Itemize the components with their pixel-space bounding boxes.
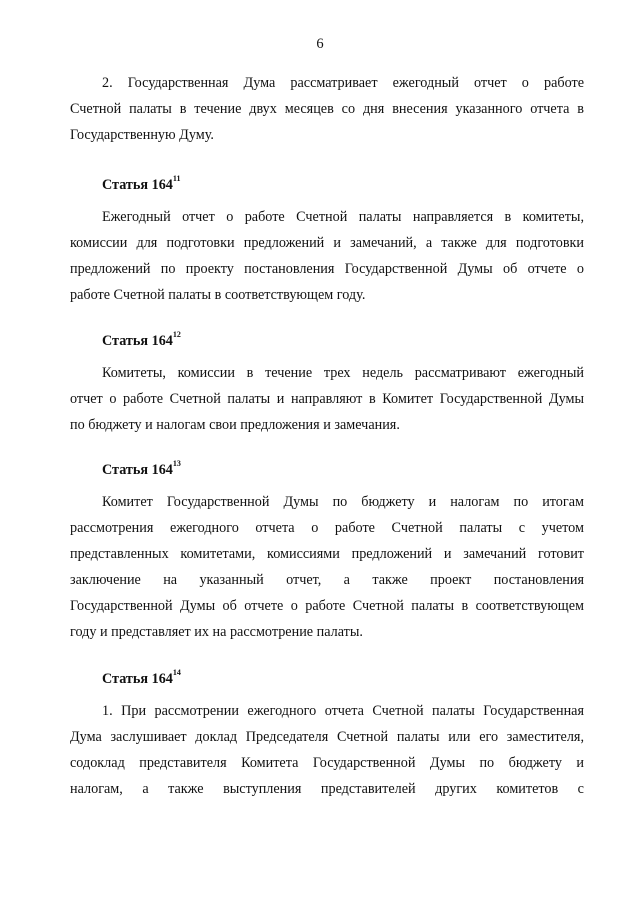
text-line: рассмотрения ежегодного отчета о работе Счетной палаты с учетом bbox=[70, 520, 584, 536]
text-line: налогам, а также выступления представителей других комитетов с bbox=[70, 781, 584, 797]
text-line: содоклад представителя Комитета Государственной Думы по бюджету и bbox=[70, 755, 584, 771]
page-number: 6 bbox=[316, 36, 324, 52]
article-164-12 bbox=[70, 330, 584, 438]
article-heading-text: Статья 164 bbox=[102, 177, 173, 193]
text-line: по бюджету и налогам свои предложения и замечания. bbox=[70, 417, 400, 433]
article-heading-text: Статья 164 bbox=[102, 462, 173, 478]
text-line: 2. Государственная Дума рассматривает ежегодный отчет о работе bbox=[102, 75, 584, 91]
article-164-11 bbox=[70, 174, 584, 308]
text-line: году и представляет их на рассмотрение палаты. bbox=[70, 624, 363, 640]
article-164-13 bbox=[70, 459, 584, 645]
text-line: Государственной Думы об отчете о работе Счетной палаты в соответствующем bbox=[70, 598, 584, 614]
article-heading-sup: 13 bbox=[172, 459, 181, 469]
article-heading-sup: 11 bbox=[172, 174, 181, 184]
text-line: Дума заслушивает доклад Председателя Счетной палаты или его заместителя, bbox=[70, 729, 584, 745]
article-164-14 bbox=[70, 668, 584, 802]
text-line: Ежегодный отчет о работе Счетной палаты направляется в комитеты, bbox=[102, 209, 584, 225]
text-line: работе Счетной палаты в соответствующем году. bbox=[70, 287, 366, 303]
intro-paragraph bbox=[70, 70, 584, 148]
article-heading bbox=[102, 668, 584, 690]
article-heading-text: Статья 164 bbox=[102, 333, 173, 349]
text-line: Комитет Государственной Думы по бюджету и налогам по итогам bbox=[102, 494, 584, 510]
text-line: отчет о работе Счетной палаты и направляют в Комитет Государственной Думы bbox=[70, 391, 584, 407]
text-line: комиссии для подготовки предложений и замечаний, а также для подготовки bbox=[70, 235, 584, 251]
article-heading bbox=[102, 459, 584, 481]
text-line: представленных комитетами, комиссиями предложений и замечаний готовит bbox=[70, 546, 584, 562]
text-line: Государственную Думу. bbox=[70, 127, 214, 143]
article-heading-text: Статья 164 bbox=[102, 671, 173, 687]
text-line: Счетной палаты в течение двух месяцев со дня внесения указанного отчета в bbox=[70, 101, 584, 117]
text-line: заключение на указанный отчет, а также проект постановления bbox=[70, 572, 584, 588]
article-heading bbox=[102, 330, 584, 352]
text-line: 1. При рассмотрении ежегодного отчета Счетной палаты Государственная bbox=[102, 703, 584, 719]
text-line: предложений по проекту постановления Государственной Думы об отчете о bbox=[70, 261, 584, 277]
article-heading bbox=[102, 174, 584, 196]
text-line: Комитеты, комиссии в течение трех недель рассматривают ежегодный bbox=[102, 365, 584, 381]
article-heading-sup: 14 bbox=[172, 668, 181, 678]
article-heading-sup: 12 bbox=[172, 330, 181, 340]
